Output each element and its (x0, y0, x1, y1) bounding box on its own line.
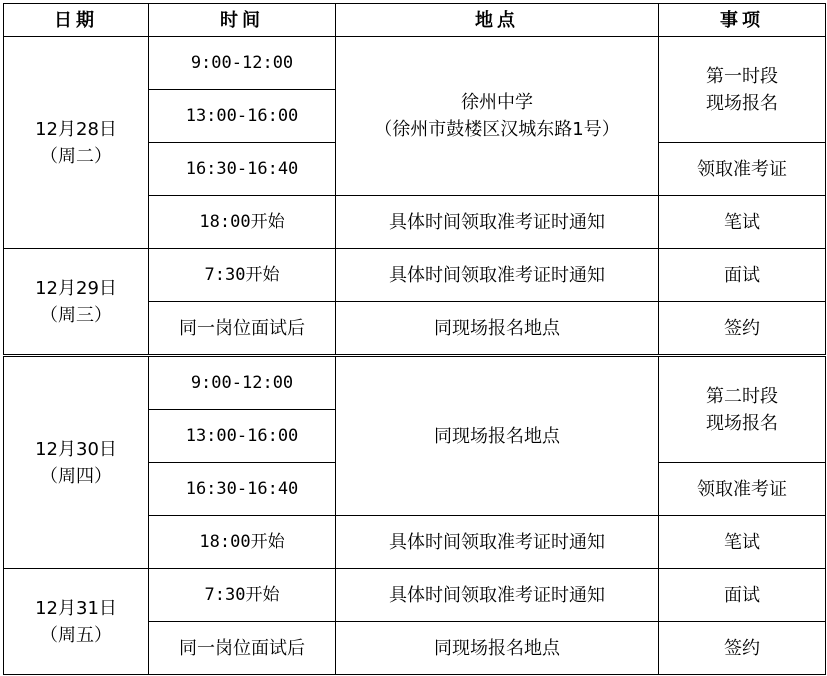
item-cell (659, 37, 826, 143)
item-cell: 签约 (659, 302, 826, 356)
item-cell: 面试 (659, 569, 826, 622)
time-cell: 18:00开始 (149, 516, 336, 569)
weekday-text: （周三） (40, 304, 112, 326)
item-cell: 笔试 (659, 516, 826, 569)
table-row (4, 249, 826, 302)
time-cell: 13:00-16:00 (149, 410, 336, 463)
table-row (4, 356, 826, 410)
schedule-table (3, 3, 826, 675)
header-time: 时间 (149, 4, 336, 37)
time-cell: 同一岗位面试后 (149, 302, 336, 356)
header-item: 事项 (659, 4, 826, 37)
item-cell: 笔试 (659, 196, 826, 249)
weekday-text: （周四） (40, 465, 112, 487)
header-place: 地点 (336, 4, 659, 37)
place-address: （徐州市鼓楼区汉城东路1号） (374, 119, 620, 140)
place-cell: 具体时间领取准考证时通知 (336, 249, 659, 302)
date-text: 12月30日 (35, 438, 117, 460)
item-cell (659, 356, 826, 463)
place-cell: 具体时间领取准考证时通知 (336, 516, 659, 569)
item-cell: 面试 (659, 249, 826, 302)
item-register: 现场报名 (706, 92, 778, 114)
date-text: 12月29日 (35, 277, 117, 299)
date-cell (4, 37, 149, 249)
header-row (4, 4, 826, 37)
date-text: 12月31日 (35, 597, 117, 619)
item-session: 第二时段 (706, 385, 778, 407)
date-cell (4, 569, 149, 675)
item-register: 现场报名 (706, 412, 778, 434)
item-session: 第一时段 (706, 65, 778, 87)
table-row (4, 37, 826, 90)
item-cell: 签约 (659, 622, 826, 675)
time-cell: 13:00-16:00 (149, 90, 336, 143)
place-name: 徐州中学 (461, 92, 533, 113)
time-cell: 同一岗位面试后 (149, 622, 336, 675)
weekday-text: （周二） (40, 145, 112, 167)
item-cell: 领取准考证 (659, 143, 826, 196)
place-cell: 具体时间领取准考证时通知 (336, 196, 659, 249)
item-cell: 领取准考证 (659, 463, 826, 516)
time-cell: 9:00-12:00 (149, 37, 336, 90)
table-row (4, 569, 826, 622)
time-cell: 7:30开始 (149, 249, 336, 302)
date-text: 12月28日 (35, 118, 117, 140)
header-date: 日期 (4, 4, 149, 37)
time-cell: 9:00-12:00 (149, 356, 336, 410)
date-cell (4, 249, 149, 356)
date-cell (4, 356, 149, 569)
place-cell: 同现场报名地点 (336, 622, 659, 675)
time-cell: 16:30-16:40 (149, 143, 336, 196)
place-cell (336, 37, 659, 196)
weekday-text: （周五） (40, 624, 112, 646)
time-cell: 7:30开始 (149, 569, 336, 622)
time-cell: 18:00开始 (149, 196, 336, 249)
place-cell: 具体时间领取准考证时通知 (336, 569, 659, 622)
time-cell: 16:30-16:40 (149, 463, 336, 516)
place-cell: 同现场报名地点 (336, 356, 659, 516)
place-cell: 同现场报名地点 (336, 302, 659, 356)
